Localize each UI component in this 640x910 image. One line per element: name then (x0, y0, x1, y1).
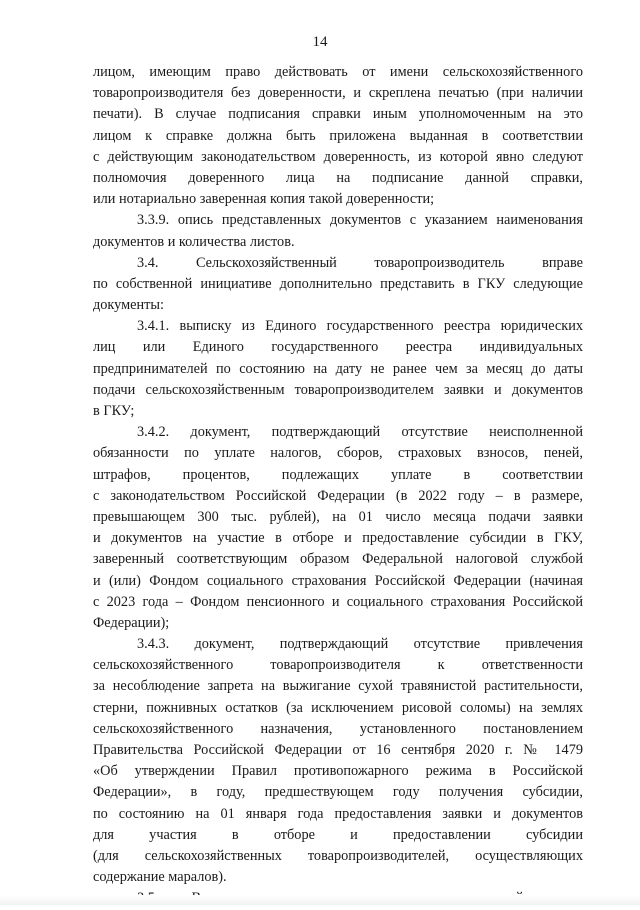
text-line: сельскохозяйственного товаропроизводителя к ответственности (93, 657, 583, 674)
paragraph (93, 253, 583, 317)
text-line: обязанности по уплате налогов, сборов, страховых взносов, пеней, (93, 445, 583, 462)
text-line: превышающем 300 тыс. рублей), на 01 число месяца подачи заявки (93, 508, 583, 525)
document-body (93, 62, 583, 910)
text-line: по состоянию на 01 января года предоставления заявки и документов (93, 805, 583, 822)
text-line: и (или) Фондом социального страхования Российской Федерации (начиная (93, 572, 583, 589)
text-line: документы: (93, 297, 164, 314)
text-line: 3.4.3. документ, подтверждающий отсутствие привлечения (137, 636, 583, 653)
text-line: по собственной инициативе дополнительно представить в ГКУ следующие (93, 275, 583, 292)
text-line: лицом, имеющим право действовать от имени сельскохозяйственного (93, 64, 583, 80)
text-line: «Об утверждении Правил противопожарного режима в Российской (93, 763, 583, 780)
text-line: Федерации); (93, 614, 170, 631)
text-line: товаропроизводителя без доверенности, и скреплена печатью (при наличии (93, 85, 583, 102)
text-line: (для сельскохозяйственных товаропроизводителей, осуществляющих (93, 847, 583, 864)
text-line: стерни, пожнивных остатков (за исключением рисовой соломы) на землях (93, 699, 583, 716)
text-line: или нотариально заверенная копия такой доверенности; (93, 191, 435, 208)
text-line: для участия в отборе и предоставлении субсидии (93, 826, 583, 843)
text-line: предпринимателей по состоянию на дату не ранее чем за месяц до даты (93, 360, 583, 377)
paragraph (93, 210, 583, 252)
text-line: за несоблюдение запрета на выжигание сухой травянистой растительности, (93, 678, 583, 695)
text-line: с законодательством Российской Федерации (в 2022 году – в размере, (93, 487, 583, 504)
scan-edge (0, 895, 640, 905)
text-line: Правительства Российской Федерации от 16 сентября 2020 г. № 1479 (93, 742, 583, 758)
text-line: 3.4.1. выписку из Единого государственного реестра юридических (137, 318, 583, 335)
paragraph (93, 316, 583, 422)
paragraph (93, 62, 583, 210)
text-line: лицом к справке должна быть приложена выданная в соответствии (93, 127, 583, 144)
text-line: 3.3.9. опись представленных документов с указанием наименования (137, 212, 583, 229)
text-line: 3.4. Сельскохозяйственный товаропроизводитель вправе (137, 254, 583, 271)
text-line: печати). В случае подписания справки иным уполномоченным на это (93, 106, 583, 123)
page-number: 14 (312, 34, 328, 50)
text-line: 3.4.2. документ, подтверждающий отсутствие неисполненной (137, 424, 583, 441)
text-line: штрафов, процентов, подлежащих уплате в соответствии (93, 466, 583, 483)
text-line: содержание маралов). (93, 869, 227, 886)
text-line: подачи сельскохозяйственным товаропроизводителем заявки и документов (93, 381, 583, 398)
text-line: заверенный соответствующим образом Федеральной налоговой службой (93, 551, 583, 568)
paragraph (93, 422, 583, 634)
text-line: полномочия доверенного лица на подписание данной справки, (93, 169, 583, 186)
text-line: и документов на участие в отборе и предоставление субсидии в ГКУ, (93, 530, 583, 547)
text-line: Федерации», в году, предшествующем году получения субсидии, (93, 784, 583, 801)
text-line: с 2023 года – Фондом пенсионного и социального страхования Российской (93, 593, 583, 610)
text-line: сельскохозяйственного назначения, установленного постановлением (93, 720, 583, 737)
text-line: лиц или Единого государственного реестра индивидуальных (93, 339, 583, 356)
text-line: с действующим законодательством доверенность, из которой явно следуют (93, 148, 583, 165)
text-line: в ГКУ; (93, 403, 135, 419)
text-line: документов и количества листов. (93, 233, 295, 250)
paragraph (93, 634, 583, 888)
